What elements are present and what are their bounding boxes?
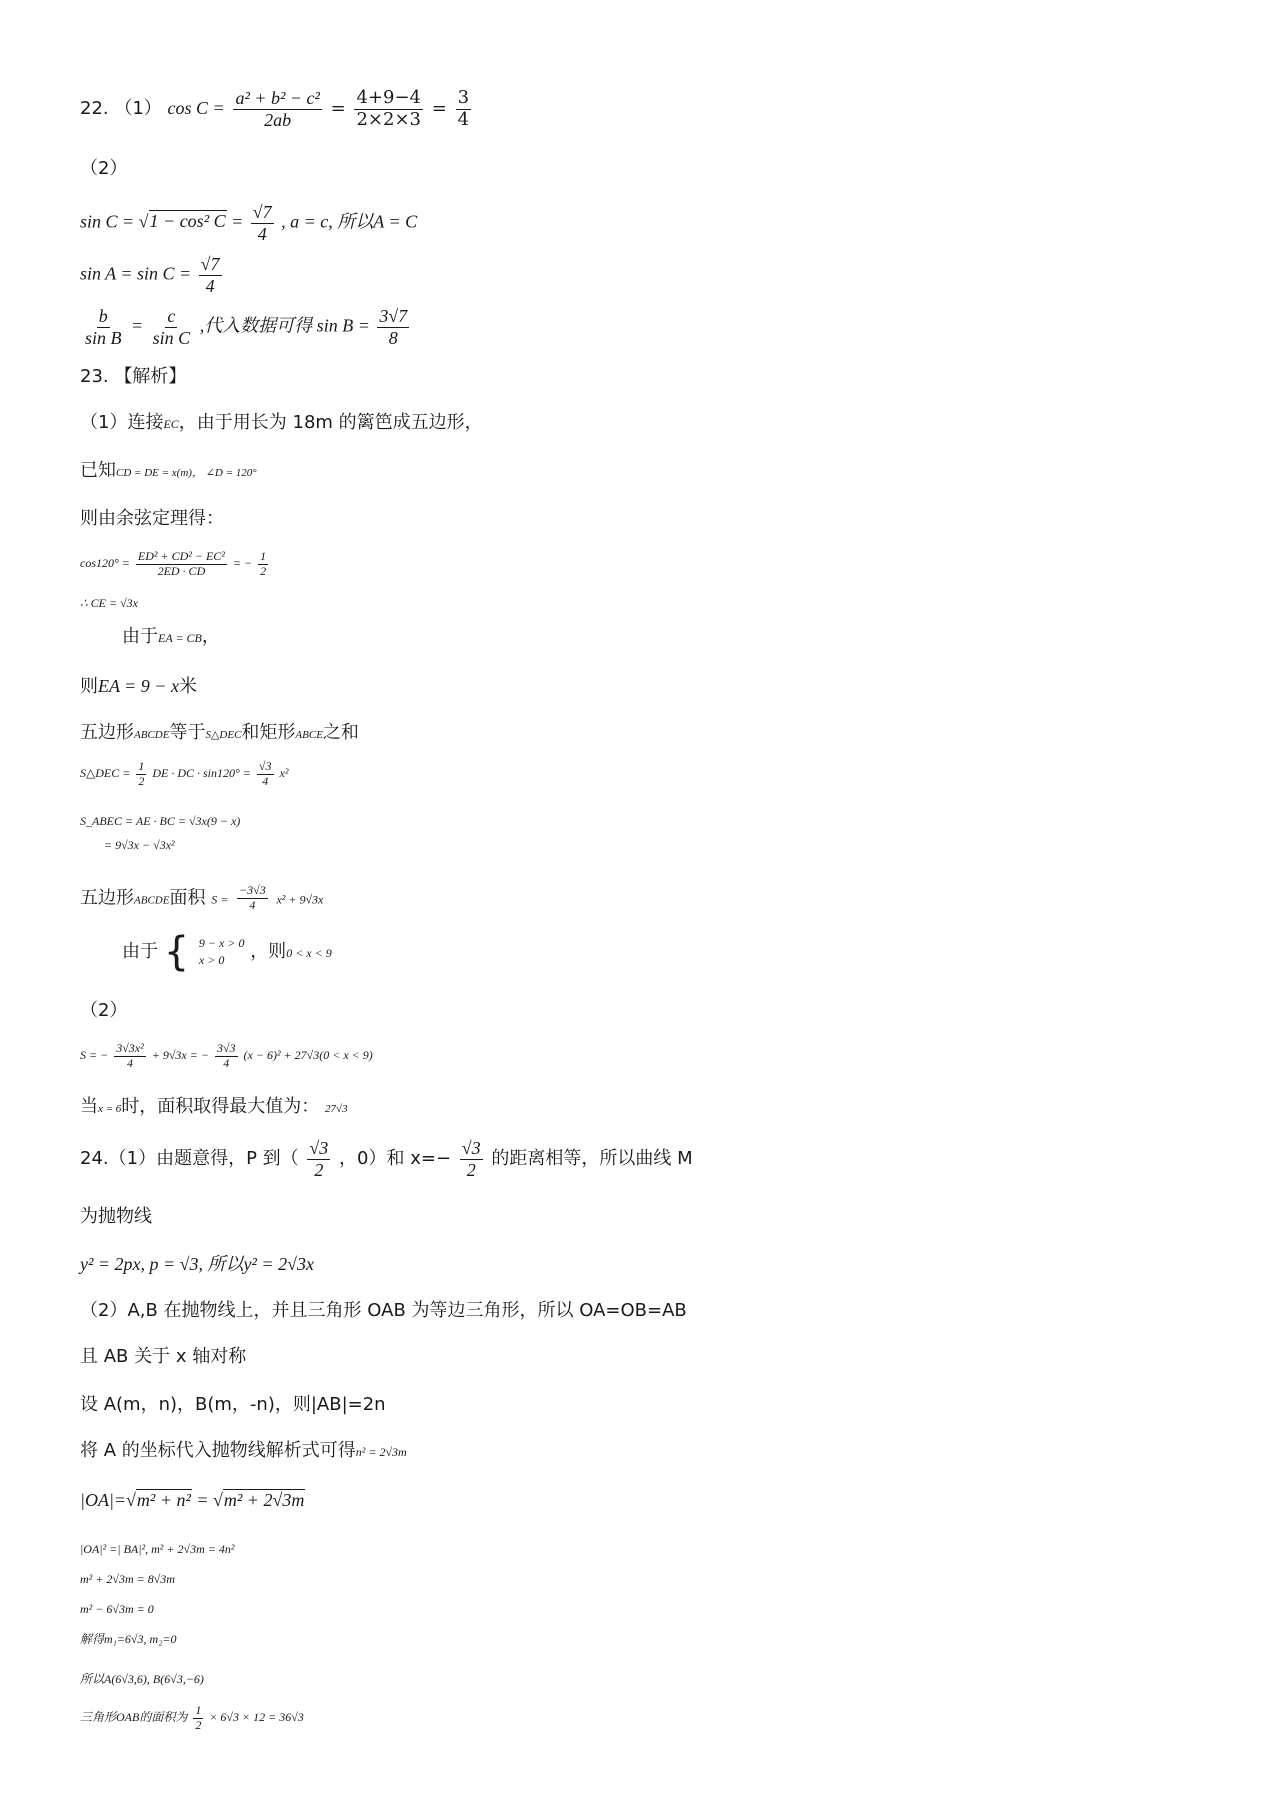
q24-l14-b: × 6√3 × 12 = 36√3 <box>209 1710 304 1725</box>
q23-pent-b: ABCDE <box>134 729 170 741</box>
q24-f1-num: √3 <box>309 1138 329 1158</box>
q22-b-num: b <box>98 306 108 326</box>
q23-sdec-line <box>80 760 288 789</box>
q23-ea-tail: 米 <box>178 676 197 697</box>
q23-ce-line: ∴ CE = √3x <box>80 596 138 610</box>
q23-half-den: 2 <box>260 563 267 578</box>
q24-line1 <box>80 1138 693 1180</box>
q22-sinb-num: 3√7 <box>379 306 408 326</box>
q23-s-frac1 <box>114 1042 146 1071</box>
q22-sine-law-mid: ,代入数据可得 sin B = <box>199 315 370 336</box>
q23-max-a: 当 <box>80 1096 98 1117</box>
q23-max-b: x = 6 <box>98 1103 122 1115</box>
q23-cos-fraction <box>136 550 227 579</box>
q23-p1-tail: ，由于用长为 18m 的篱笆成五边形， <box>178 412 483 433</box>
q24-line5: 且 AB 关于 x 轴对称 <box>80 1346 247 1367</box>
q23-s-f1-den: 4 <box>126 1055 133 1070</box>
q23-cond-system <box>199 935 245 969</box>
q23-area-c: 面积 <box>169 887 206 909</box>
q22-sinb-den: 8 <box>388 327 398 348</box>
q23-ea-line <box>80 676 197 698</box>
q23-area-a: 五边形 <box>80 887 134 909</box>
q23-sdec-frac2 <box>257 760 274 789</box>
q22-label: 22. （1） <box>80 98 162 120</box>
q23-cos-half <box>258 550 268 579</box>
q22-sinc-lhs: sin C = √ <box>80 211 149 232</box>
q24-l14-num: 1 <box>195 1703 202 1717</box>
q23-area-tail: x² + 9√3x <box>276 892 324 907</box>
q23-area-line <box>80 884 323 913</box>
q22-sinb-result <box>377 306 409 348</box>
q22-b-over-sinb <box>83 306 124 348</box>
q22-sina-den: 4 <box>205 275 215 296</box>
q24-l7-b: n² = 2√3m <box>355 1445 407 1459</box>
q23-condition-line <box>122 929 332 975</box>
q23-cond-2: x > 0 <box>198 953 225 967</box>
q24-line2: 为抛物线 <box>80 1206 152 1227</box>
q23-known-line <box>80 460 257 482</box>
q22-sinc-eq: = <box>231 211 244 232</box>
q24-line7 <box>80 1440 407 1462</box>
q23-s-f1-num: 3√3x² <box>116 1041 144 1055</box>
q22-eq1: = <box>330 98 346 120</box>
q23-area-f-den: 4 <box>249 897 256 912</box>
q23-cond-pre: 由于 <box>122 941 158 962</box>
q22-c-over-sinc <box>151 306 193 348</box>
q24-l8-b: = √ <box>191 1490 223 1510</box>
q23-sdec-mid: DE · DC · sin120° = <box>152 766 251 781</box>
q23-title: 23. 【解析】 <box>80 366 187 387</box>
q24-line14 <box>80 1704 304 1733</box>
q22-eq2: = <box>431 98 447 120</box>
q23-cond-tail: ，则 <box>250 941 287 962</box>
q22-sinc-den: 4 <box>257 223 267 244</box>
q24-line9: |OA|² =| BA|², m² + 2√3m = 4n² <box>80 1542 235 1556</box>
q23-pent-g: 之和 <box>322 722 359 743</box>
q23-known-eq: CD = DE = x(m)， ∠D = 120° <box>116 467 257 479</box>
q23-cos-lhs: cos120° = <box>80 556 130 571</box>
q22-fraction-2 <box>354 88 423 130</box>
q22-part2-label: （2） <box>80 158 128 179</box>
q23-pent-f: ABCE <box>295 729 323 741</box>
q24-line11: m² − 6√3m = 0 <box>80 1602 154 1616</box>
q23-cos120-line <box>80 550 271 579</box>
q22-c-num: c <box>167 306 176 326</box>
q22-sinc-fraction <box>251 202 274 244</box>
q24-l1-b: ，0）和 x=− <box>339 1148 452 1170</box>
q23-ea-eq: EA = 9 − x <box>98 676 179 696</box>
q23-s-tail: (x − 6)² + 27√3(0 < x < 9) <box>243 1048 373 1063</box>
q22-sinc-tail: , a = c, 所以A = C <box>281 211 418 232</box>
q24-l8-rad2: m² + 2√3m <box>223 1490 305 1510</box>
q23-sdec-lhs: S△DEC = <box>80 766 131 781</box>
q24-line3: y² = 2px, p = √3, 所以y² = 2√3x <box>80 1254 314 1274</box>
q24-line10: m² + 2√3m = 8√3m <box>80 1572 175 1586</box>
q23-max-c: 时，面积取得最大值为： <box>121 1096 320 1117</box>
q22-fraction-1 <box>233 88 321 130</box>
q23-area-f-num: −3√3 <box>239 883 266 897</box>
q24-frac2 <box>460 1138 483 1180</box>
q22-f2-den: 2×2×3 <box>356 108 422 130</box>
q22-sinc-line <box>80 202 417 244</box>
q22-b-den: sin B <box>85 327 122 348</box>
q23-sabec-line1: S_ABEC = AE · BC = √3x(9 − x) <box>80 814 241 828</box>
q24-line8 <box>80 1490 305 1512</box>
left-brace-icon: { <box>163 929 190 975</box>
q24-line13: 所以A(6√3,6), B(6√3,−6) <box>80 1672 204 1686</box>
q23-max-d: 27√3 <box>325 1103 348 1115</box>
q23-s-mid: + 9√3x = − <box>151 1048 209 1063</box>
q22-sina-lhs: sin A = sin C = <box>80 263 192 284</box>
q22-sinc-radicand: 1 − cos² C <box>149 211 226 232</box>
q24-line12: 解得m₁=6√3, m₂=0 <box>80 1632 177 1646</box>
q23-since-line <box>122 626 220 648</box>
q24-l7-a: 将 A 的坐标代入抛物线解析式可得 <box>80 1440 356 1461</box>
q24-l14-a: 三角形OAB的面积为 <box>80 1710 188 1725</box>
q24-l8-a: |OA|=√ <box>80 1490 136 1510</box>
q23-p1-text: （1）连接 <box>80 412 164 433</box>
q22-f3-den: 4 <box>457 108 470 130</box>
q23-s-f2-num: 3√3 <box>216 1041 236 1055</box>
q22-f2-num: 4+9−4 <box>356 87 422 108</box>
q22-c-den: sin C <box>152 327 191 348</box>
q22-f1-den: 2ab <box>264 109 292 130</box>
q23-sdec-f2-num: √3 <box>258 759 272 773</box>
q23-part2-label: （2） <box>80 1000 128 1021</box>
q23-pent-c: 等于 <box>169 722 206 743</box>
q24-l1-a: 24.（1）由题意得，P 到（ <box>80 1148 299 1170</box>
q23-s-f2-den: 4 <box>223 1055 230 1070</box>
q23-known-label: 已知 <box>80 460 116 481</box>
q24-l14-frac <box>193 1704 203 1733</box>
q23-since-tail: ， <box>201 626 220 647</box>
q23-sdec-half-den: 2 <box>138 773 145 788</box>
q24-frac1 <box>307 1138 330 1180</box>
q23-sdec-half-num: 1 <box>138 759 145 773</box>
q24-line4: （2）A,B 在抛物线上，并且三角形 OAB 为等边三角形，所以 OA=OB=AB <box>80 1300 687 1321</box>
q22-sina-fraction <box>199 254 222 296</box>
q23-area-fraction <box>237 884 268 913</box>
q23-part1-line <box>80 412 483 434</box>
q23-pentagon-line <box>80 722 359 744</box>
q23-max-line <box>80 1096 348 1118</box>
q22-sinc-num: √7 <box>252 202 272 222</box>
q22-sine-law-eq: = <box>131 315 144 336</box>
q23-ea-pre: 则 <box>80 676 98 697</box>
q23-pent-a: 五边形 <box>80 722 134 743</box>
q24-f1-den: 2 <box>314 1159 324 1180</box>
q23-sdec-half <box>136 760 146 789</box>
q23-area-lhs: S = <box>211 892 229 907</box>
q23-pent-d: S△DEC <box>205 729 242 741</box>
q23-sdec-tail: x² <box>279 766 289 781</box>
q23-area-b: ABCDE <box>134 894 170 907</box>
q24-l8-rad1: m² + n² <box>136 1490 191 1510</box>
q23-sdec-f2-den: 4 <box>262 773 269 788</box>
q24-f2-num: √3 <box>461 1138 481 1158</box>
q23-p1-ec: EC <box>163 417 179 431</box>
q22-cos-lhs: cos C = <box>167 98 225 119</box>
q22-f1-num: a² + b² − c² <box>235 88 320 108</box>
q23-s-line <box>80 1042 373 1071</box>
q24-l1-c: 的距离相等，所以曲线 M <box>491 1148 693 1170</box>
q24-l14-den: 2 <box>195 1717 202 1732</box>
q23-cond-res: 0 < x < 9 <box>286 946 332 960</box>
q24-f2-den: 2 <box>466 1159 476 1180</box>
q23-since-label: 由于 <box>122 626 158 647</box>
q22-fraction-3 <box>456 88 471 130</box>
q23-cond-1: 9 − x > 0 <box>198 936 245 951</box>
q24-line6: 设 A(m，n)，B(m，-n)，则|AB|=2n <box>80 1394 386 1415</box>
q23-cos-num: ED² + CD² − EC² <box>137 549 225 563</box>
q22-sina-line <box>80 254 225 296</box>
q23-pent-e: 和矩形 <box>241 722 296 743</box>
q23-s-frac2 <box>215 1042 238 1071</box>
q23-cosine-law-label: 则由余弦定理得： <box>80 508 224 529</box>
q23-since-eq: EA = CB <box>158 631 202 645</box>
q22-f3-num: 3 <box>457 87 470 108</box>
q23-sabec-line2: = 9√3x − √3x² <box>104 838 175 852</box>
q23-s-lhs: S = − <box>80 1048 109 1063</box>
q23-half-num: 1 <box>260 549 267 563</box>
q22-sine-law-line <box>80 306 412 348</box>
q22-sina-num: √7 <box>200 254 220 274</box>
q23-cos-den: 2ED · CD <box>157 563 206 578</box>
q23-cos-rhs: = − <box>232 556 253 571</box>
q22-part1-line <box>80 88 474 130</box>
